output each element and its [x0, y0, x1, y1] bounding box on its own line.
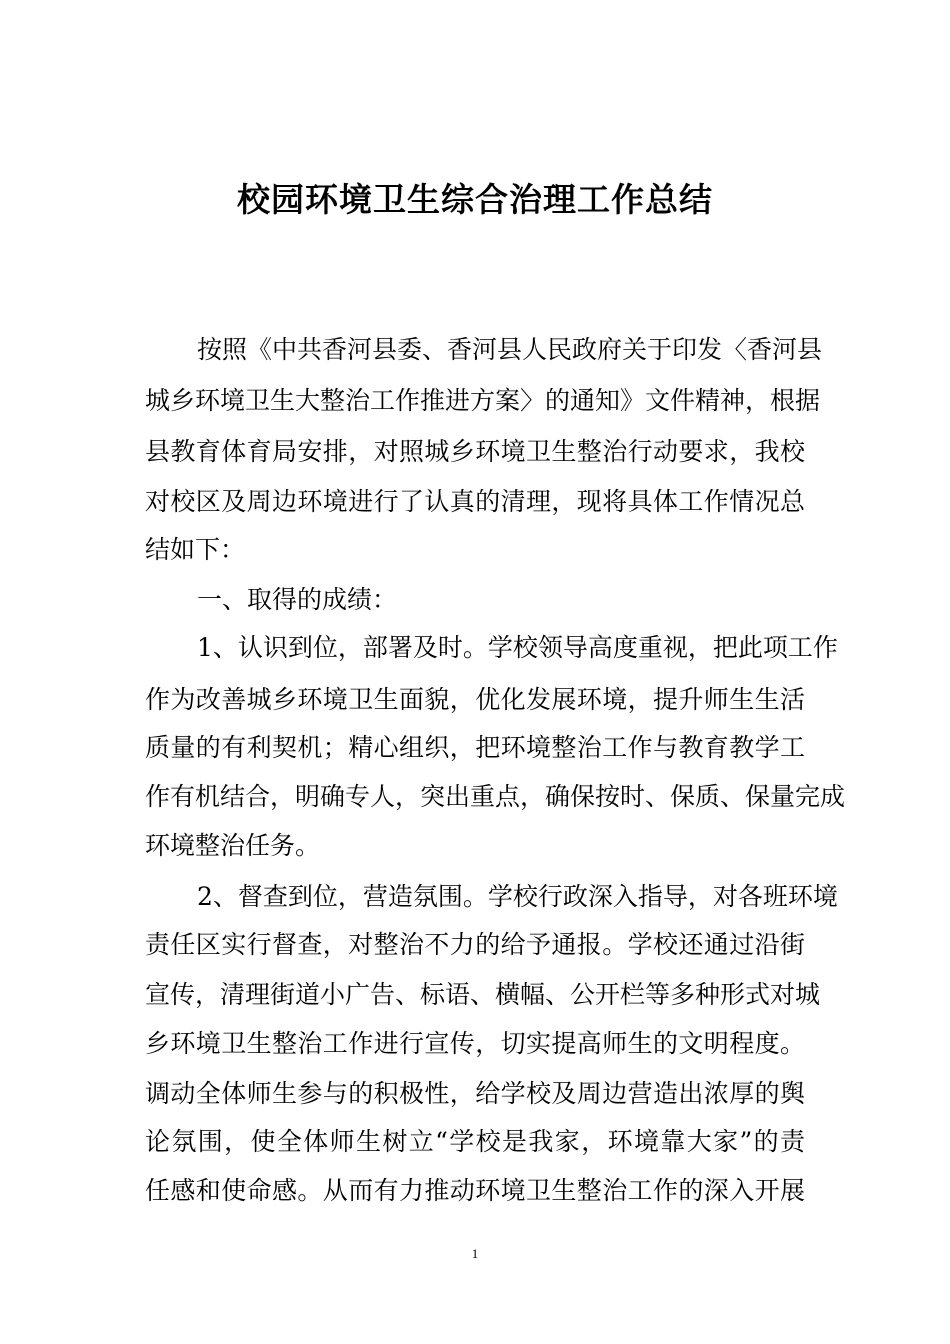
body-line: 质量的有利契机；精心组织，把环境整治工作与教育教学工: [145, 733, 805, 762]
body-line: 任感和使命感。从而有力推动环境卫生整治工作的深入开展: [145, 1176, 805, 1205]
body-line: 调动全体师生参与的积极性，给学校及周边营造出浓厚的舆: [145, 1079, 805, 1108]
page-number: 1: [471, 1246, 479, 1261]
body-line: 宣传，清理街道小广告、标语、横幅、公开栏等多种形式对城: [145, 980, 821, 1009]
body-line: 乡环境卫生整治工作进行宣传，切实提高师生的文明程度。: [145, 1029, 805, 1058]
document-title: 校园环境卫生综合治理工作总结: [237, 180, 713, 219]
body-line: 责任区实行督查，对整治不力的给予通报。学校还通过沿街: [145, 930, 805, 959]
body-line: 1、认识到位，部署及时。学校领导高度重视，把此项工作: [197, 633, 838, 662]
body-line: 作有机结合，明确专人，突出重点，确保按时、保质、保量完成: [145, 782, 846, 811]
body-line: 对校区及周边环境进行了认真的清理，现将具体工作情况总: [145, 487, 805, 516]
section-heading: 一、取得的成绩：: [197, 585, 398, 614]
body-line: 结如下：: [145, 535, 246, 564]
body-line: 城乡环境卫生大整治工作推进方案〉的通知》文件精神，根据: [145, 386, 821, 415]
body-line: 县教育体育局安排，对照城乡环境卫生整治行动要求，我校: [145, 437, 805, 466]
body-line: 2、督查到位，营造氛围。学校行政深入指导，对各班环境: [197, 882, 838, 911]
body-line: 按照《中共香河县委、香河县人民政府关于印发〈香河县: [197, 335, 823, 364]
body-line: 论氛围，使全体师生树立“学校是我家，环境靠大家”的责: [145, 1127, 805, 1156]
body-line: 作为改善城乡环境卫生面貌，优化发展环境，提升师生生活: [145, 685, 805, 714]
body-line: 环境整治任务。: [145, 831, 321, 860]
